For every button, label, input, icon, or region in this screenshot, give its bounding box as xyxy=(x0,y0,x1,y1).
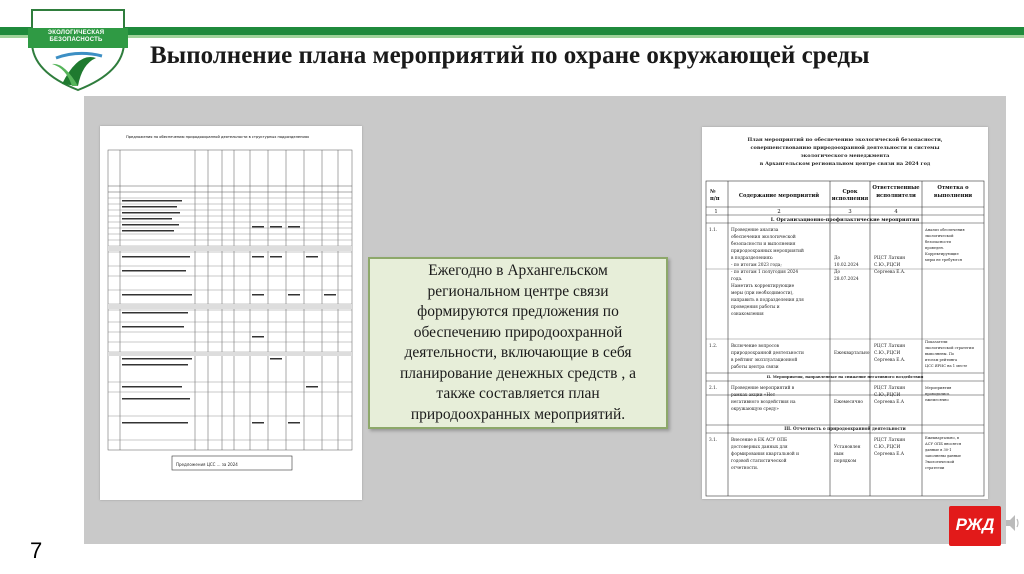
row-3-resp: РЦСТ Латкин xyxy=(874,386,906,391)
row-4-line: Внесение в ЕК АСУ ОПБ xyxy=(731,438,788,443)
doc-right-title-3: экологического менеджмента xyxy=(800,153,890,159)
row-2-term: Ежеквартально xyxy=(834,351,870,356)
header-stripe-accent xyxy=(0,35,1024,38)
row-4-term: ным xyxy=(834,452,844,457)
row-3-line: Проведение мероприятий в xyxy=(731,386,795,391)
row-1-line: направить в подразделения для xyxy=(731,298,804,303)
row-2-resp: РЦСТ Латкин xyxy=(874,344,906,349)
row-4-line: отчетности. xyxy=(731,466,759,471)
row-3-mark: ежемесячно xyxy=(925,398,949,402)
row-1-term: 10.02.2024 xyxy=(834,263,859,268)
row-1-resp: Сергеева Е.А. xyxy=(874,270,906,275)
col-resp: Ответственные xyxy=(872,185,920,191)
scanned-document-left xyxy=(100,126,362,500)
header-stripe xyxy=(0,27,1024,35)
rzd-logo-text: РЖД xyxy=(955,515,995,534)
row-1-line: проведения работы и xyxy=(731,305,780,310)
col-number-3: 3 xyxy=(848,209,852,215)
row-4-resp: С.Ю.,РЦСИ xyxy=(874,445,901,450)
row-4-mark: стратегии xyxy=(925,466,945,470)
row-1-mark: Корректирующие xyxy=(925,252,959,256)
callout-text: Ежегодно в Архангельском региональном центре связи формируются предложения по обеспечению природоохранной деятельности, включающие в себя планирование денежных средств , а также составляется план природоохранных мероприятий. xyxy=(400,262,636,423)
row-1-line: - по итогам 1 полугодия 2024 xyxy=(731,270,799,275)
row-3-line: окружающую среду» xyxy=(731,407,779,412)
row-3-line: рамках акции «Нет xyxy=(731,393,776,398)
row-2-mark: Показатели xyxy=(925,340,948,344)
section-1-heading: I. Организационно-профилактические мероприятия xyxy=(770,217,920,223)
scanned-document-right xyxy=(702,127,988,499)
row-1-resp: С.Ю.,РЦСИ xyxy=(874,263,901,268)
row-2-mark: ЦСС ЯРИС на 1 месте xyxy=(925,364,968,368)
col-mark-2: выполнении xyxy=(933,193,973,199)
col-number-2: 2 xyxy=(777,209,781,215)
row-2-num: 1.2. xyxy=(709,344,718,349)
row-3-term: Ежемесячно xyxy=(834,400,863,405)
row-2-mark: итогам рейтинга xyxy=(925,358,958,362)
page-number: 7 xyxy=(30,538,43,563)
row-4-line: формирования квартальной и xyxy=(731,452,799,457)
row-1-line: безопасности и выполнения xyxy=(731,242,796,247)
row-1-line: Проведение анализа xyxy=(731,228,779,233)
row-1-line: ознакомления xyxy=(731,312,764,317)
row-4-mark: заполнены данные xyxy=(925,454,961,458)
doc-right-title-2: совершенствованию природоохранной деятельности и системы xyxy=(750,145,940,151)
row-2-line: в рейтинг эксплуатационной xyxy=(731,358,798,363)
row-1-line: меры (при необходимости), xyxy=(731,291,794,296)
logo-caption: ЭКОЛОГИЧЕСКАЯ БЕЗОПАСНОСТЬ xyxy=(47,30,105,43)
row-4-resp: Сергеева Е.А xyxy=(874,452,905,457)
row-4-line: достоверных данных для xyxy=(731,445,788,450)
row-4-term: Установлен xyxy=(834,445,861,450)
row-2-mark: выполнены. По xyxy=(925,352,955,356)
rzd-logo xyxy=(949,506,1001,546)
row-1-num: 1.1. xyxy=(709,228,718,233)
doc-right-title-4: в Архангельском региональном центре связи на 2024 год xyxy=(759,161,931,167)
col-content: Содержание мероприятий xyxy=(738,193,820,199)
row-1-mark: меры не требуются xyxy=(925,258,962,262)
document-table-left xyxy=(100,126,362,500)
eco-safety-logo xyxy=(22,2,134,92)
col-term-2: исполнения xyxy=(831,196,869,202)
row-1-mark: проведен. xyxy=(925,246,944,250)
row-2-line: Включение вопросов xyxy=(731,344,779,349)
doc-right-title-1: План мероприятий по обеспечению экологической безопасности, xyxy=(747,137,943,143)
row-1-line: природоохранных мероприятий xyxy=(731,249,804,254)
row-1-line: Наметить корректирующие xyxy=(731,284,795,289)
col-number-4: 4 xyxy=(894,209,898,215)
row-1-term: 28.07.2024 xyxy=(834,277,859,282)
row-3-mark: Мероприятия xyxy=(925,386,952,390)
speaker-icon[interactable] xyxy=(1005,510,1019,536)
row-4-mark: Экологической xyxy=(925,460,955,464)
row-4-term: порядком xyxy=(834,459,857,464)
document-table-right xyxy=(702,127,988,499)
page-title: Выполнение плана мероприятий по охране окружающей среды xyxy=(150,42,870,69)
row-1-line: - по итогам 2023 года; xyxy=(731,263,782,268)
row-4-mark: АСУ ОПБ вносятся xyxy=(925,442,962,446)
doc-left-stamp: Предложения ЦСС ... за 2024 xyxy=(176,462,238,467)
row-3-line: негативного воздействия на xyxy=(731,400,796,405)
row-1-mark: экологической xyxy=(925,234,954,238)
row-1-line: года. xyxy=(731,277,743,282)
row-2-line: природоохранной деятельности xyxy=(731,351,804,356)
row-1-term: До xyxy=(834,270,841,275)
row-1-mark: безопасности xyxy=(925,240,951,244)
row-2-mark: экологической стратегии xyxy=(925,346,974,350)
row-3-resp: С.Ю.,РЦСИ xyxy=(874,393,901,398)
row-4-line: годовой статистической xyxy=(731,459,787,464)
col-mark: Отметка о xyxy=(937,185,969,191)
info-callout xyxy=(368,257,668,429)
section-2-heading: II. Мероприятия, направленные на снижение негативного воздействия xyxy=(766,375,924,379)
row-1-term: До xyxy=(834,256,841,261)
row-4-mark: Ежеквартально, в xyxy=(925,436,960,440)
doc-left-title-line: Предложения по обеспечению природоохранной деятельности в структурных подразделениях xyxy=(126,135,310,139)
row-3-resp: Сергеева Е.А xyxy=(874,400,905,405)
row-2-line: работы центра связи xyxy=(731,365,779,370)
row-2-resp: Сергеева Е.А. xyxy=(874,358,906,363)
col-number-1: 1 xyxy=(714,209,718,215)
col-term: Срок xyxy=(842,189,858,195)
row-4-num: 3.1. xyxy=(709,438,718,443)
section-3-heading: III. Отчетность о природоохранной деятельности xyxy=(784,426,906,431)
row-1-mark: Анализ обеспечения xyxy=(925,228,965,232)
row-3-mark: проводились xyxy=(925,392,950,396)
row-1-line: обеспечения экологической xyxy=(731,235,796,240)
row-1-line: в подразделениях: xyxy=(731,256,774,261)
col-num-2: п/п xyxy=(710,196,720,202)
col-num: № xyxy=(710,189,716,195)
row-4-resp: РЦСТ Латкин xyxy=(874,438,906,443)
col-resp-2: исполнители xyxy=(876,193,916,199)
row-1-resp: РЦСТ Латкин xyxy=(874,256,906,261)
row-2-resp: С.Ю.,РЦСИ xyxy=(874,351,901,356)
row-3-num: 2.1. xyxy=(709,386,718,391)
row-4-mark: данные в 30-1 xyxy=(925,448,952,452)
